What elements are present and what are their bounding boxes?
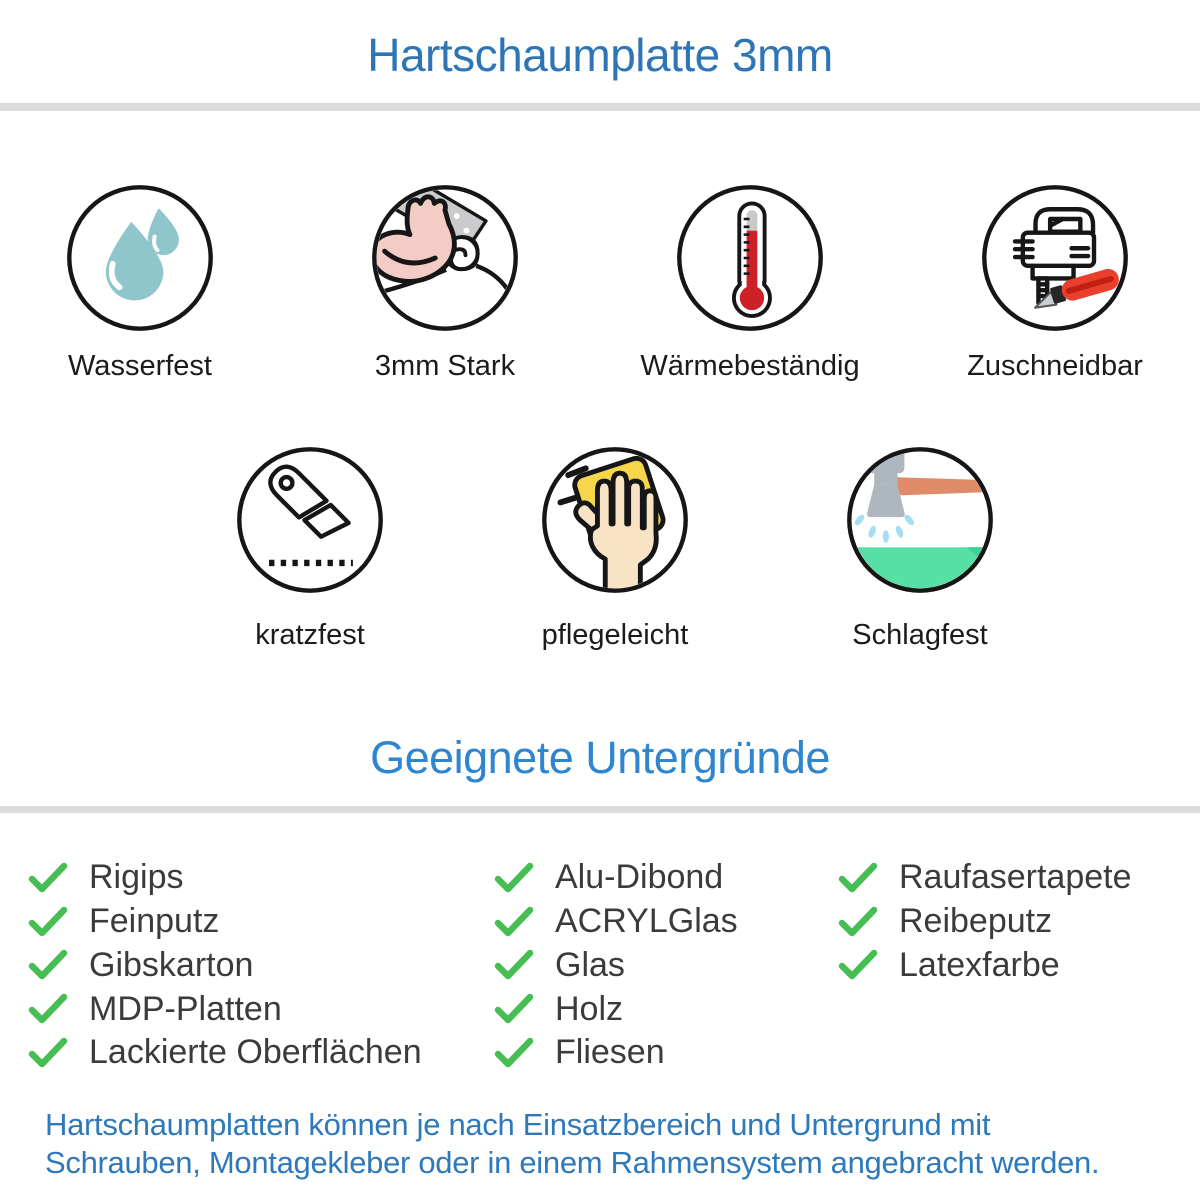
- feature-waermebestaendig: [640, 180, 860, 384]
- list-item: [494, 987, 738, 1031]
- feature-pflegeleicht: [537, 442, 693, 653]
- check-icon: [494, 1037, 534, 1069]
- page-title: Hartschaumplatte 3mm: [367, 29, 833, 81]
- list-item: [494, 1031, 738, 1075]
- substrate-label: Raufasertapete: [899, 858, 1132, 897]
- check-icon: [28, 1037, 68, 1069]
- muscle-arm-sheet-icon: [367, 180, 523, 336]
- features-row-2: [232, 442, 998, 653]
- list-item: [838, 856, 1132, 900]
- list-item: [838, 944, 1132, 988]
- utility-knife-icon: [232, 442, 388, 598]
- substrate-label: Lackierte Oberflächen: [89, 1033, 422, 1072]
- feature-label: 3mm Stark: [374, 350, 516, 382]
- check-icon: [494, 993, 534, 1025]
- check-icon: [838, 862, 878, 894]
- list-item: [28, 987, 422, 1031]
- feature-kratzfest: [232, 442, 388, 653]
- check-icon: [28, 949, 68, 981]
- wiping-hand-icon: [537, 442, 693, 598]
- divider-middle: [0, 806, 1200, 813]
- section-title-untergruende: Geeignete Untergründe: [370, 732, 830, 783]
- substrate-label: Gibskarton: [89, 945, 254, 984]
- substrate-label: Feinputz: [89, 902, 220, 941]
- substrate-label: Holz: [555, 989, 624, 1028]
- feature-3mm-stark: [367, 180, 523, 384]
- list-item: [28, 856, 422, 900]
- substrate-label: Fliesen: [555, 1033, 665, 1072]
- jigsaw-cutter-icon: [977, 180, 1133, 336]
- feature-schlagfest: [842, 442, 998, 653]
- feature-label: pflegeleicht: [541, 619, 689, 651]
- list-item: [838, 900, 1132, 944]
- feature-wasserfest: [62, 180, 218, 384]
- hammer-impact-icon: [842, 442, 998, 598]
- feature-zuschneidbar: [967, 180, 1143, 384]
- substrate-label: ACRYLGlas: [555, 902, 738, 941]
- list-item: [494, 900, 738, 944]
- thermometer-icon: [672, 180, 828, 336]
- check-icon: [838, 949, 878, 981]
- check-icon: [494, 906, 534, 938]
- substrate-label: Rigips: [89, 858, 184, 897]
- substrate-label: Reibeputz: [899, 902, 1053, 941]
- list-item: [28, 1031, 422, 1075]
- substrates-column-3: [838, 856, 1132, 987]
- list-item: [28, 900, 422, 944]
- list-item: [494, 856, 738, 900]
- check-icon: [28, 906, 68, 938]
- mounting-note: [45, 1106, 1175, 1181]
- check-icon: [494, 862, 534, 894]
- feature-label: Wasserfest: [68, 350, 212, 382]
- check-icon: [838, 906, 878, 938]
- check-icon: [28, 862, 68, 894]
- list-item: [494, 944, 738, 988]
- mounting-note-line-2: Schrauben, Montagekleber oder in einem Rahmensystem angebracht werden.: [45, 1144, 1100, 1180]
- substrate-label: MDP-Platten: [89, 989, 282, 1028]
- feature-label: Schlagfest: [852, 619, 988, 651]
- substrates-column-2: [494, 856, 738, 1075]
- feature-label: kratzfest: [255, 619, 365, 651]
- divider-top: [0, 103, 1200, 111]
- substrate-label: Glas: [555, 945, 625, 984]
- substrates-column-1: [28, 856, 422, 1075]
- water-drops-icon: [62, 180, 218, 336]
- check-icon: [28, 993, 68, 1025]
- feature-label: Wärmebeständig: [640, 350, 860, 382]
- substrate-label: Latexfarbe: [899, 945, 1060, 984]
- feature-label: Zuschneidbar: [967, 350, 1143, 382]
- substrate-label: Alu-Dibond: [555, 858, 724, 897]
- check-icon: [494, 949, 534, 981]
- list-item: [28, 944, 422, 988]
- features-row-1: [62, 180, 1143, 384]
- mounting-note-line-1: Hartschaumplatten können je nach Einsatzbereich und Untergrund mit: [45, 1107, 991, 1142]
